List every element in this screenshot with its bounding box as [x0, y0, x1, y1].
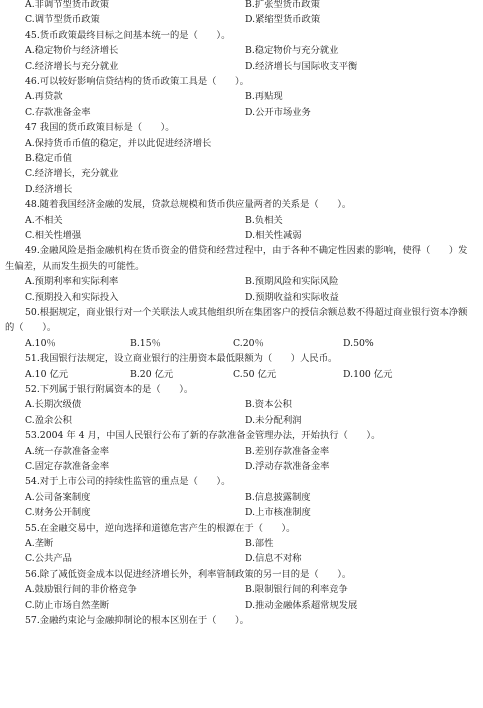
option-row	[0, 490, 483, 505]
option-right: B.稳定物价与充分就业	[245, 45, 339, 57]
question-stem: 49.金融风险是指金融机构在货币资金的借贷和经营过程中，由于各种不确定性因素的影响，使得（ ）发生偏差，从而发生损失的可能性。	[5, 245, 468, 272]
option-left: C.固定存款准备金率	[25, 461, 110, 472]
option-left: A.稳定物价与经济增长	[25, 45, 119, 57]
question-line: D.经济增长	[25, 183, 73, 195]
option-right: B.负相关	[245, 214, 283, 226]
option-row	[0, 505, 483, 520]
question-line: 55.在金融交易中，逆向选择和道德危害产生的根源在于（ ）。	[25, 522, 296, 534]
option-row	[0, 59, 483, 74]
option-left: A.预期利率和实际利率	[25, 276, 119, 288]
option-d: D.100 亿元	[343, 368, 393, 380]
question-line: 45.货币政策最终目标之间基本统一的是（ ）。	[25, 29, 231, 41]
option-row-four	[0, 367, 483, 382]
option-a: A.10％	[25, 337, 56, 349]
option-right: B.再贴现	[245, 91, 283, 103]
option-row	[0, 536, 483, 551]
option-right: D.推动金融体系超常规发展	[245, 599, 358, 611]
option-left: A.垄断	[25, 538, 54, 549]
option-row	[0, 228, 483, 243]
option-row	[0, 105, 483, 120]
option-right: D.未分配利润	[245, 414, 302, 426]
question-line: 52.下列属于银行附属资本的是（ ）。	[25, 384, 194, 395]
option-right: B.限制银行间的利率竞争	[245, 584, 348, 596]
option-row	[0, 444, 483, 459]
question-line: 47 我国的货币政策目标是（ ）。	[25, 122, 175, 134]
option-row	[0, 551, 483, 566]
option-c: C.50 亿元	[233, 368, 277, 380]
question-line: A.保持货币币值的稳定，并以此促进经济增长	[25, 137, 212, 149]
option-left: C.财务公开制度	[25, 507, 91, 519]
option-left: C.存款准备金率	[25, 106, 91, 118]
question-line: 57.金融约束论与金融抑制论的根本区别在于（ ）。	[25, 615, 249, 626]
option-left: C.预期投入和实际投入	[25, 291, 119, 303]
option-right: B.资本公积	[245, 399, 292, 411]
option-row	[0, 12, 483, 27]
option-right: B.差别存款准备金率	[245, 445, 330, 457]
option-row	[0, 397, 483, 412]
question-line: B.稳定币值	[25, 153, 72, 164]
question-line: 51.我国银行法规定，设立商业银行的注册资本最低限额为（ ）人民币。	[25, 353, 338, 365]
option-left: C.相关性增强	[25, 230, 82, 241]
option-row	[0, 89, 483, 104]
option-left: A.长期次级债	[25, 399, 82, 411]
option-a: A.10 亿元	[25, 368, 69, 380]
option-right: D.公开市场业务	[245, 106, 311, 118]
option-right: D.经济增长与国际收支平衡	[245, 60, 358, 72]
question-line: 56.除了减低资金成本以促进经济增长外，利率管制政策的另一目的是（ ）。	[25, 568, 352, 580]
option-left: A.非调节型货币政策	[25, 0, 110, 10]
option-left: C.防止市场自然垄断	[25, 599, 110, 611]
option-d: D.50%	[343, 337, 374, 349]
option-left: A.不相关	[25, 214, 63, 226]
option-b: B.15％	[130, 337, 161, 349]
option-row	[0, 598, 483, 613]
option-right: B.扩张型货币政策	[245, 0, 320, 10]
option-left: C.经济增长与充分就业	[25, 60, 119, 72]
option-right: B.信息披露制度	[245, 491, 311, 503]
option-left: A.再贷款	[25, 91, 63, 103]
question-line: 46.可以较好影响信贷结构的货币政策工具是（ ）。	[25, 76, 249, 87]
option-row	[0, 274, 483, 289]
option-row	[0, 459, 483, 474]
option-row-four	[0, 336, 483, 351]
option-c: C.20％	[233, 337, 264, 349]
option-left: C.公共产品	[25, 553, 72, 565]
option-right: D.信息不对称	[245, 553, 302, 565]
option-left: A.鼓励银行间的非价格竞争	[25, 584, 137, 596]
question-line: 54.对于上市公司的持续性监管的重点是（ ）。	[25, 476, 231, 488]
option-row	[0, 0, 483, 12]
option-row	[0, 43, 483, 58]
option-row	[0, 582, 483, 597]
question-stem: 50.根据规定，商业银行对一个关联法人或其他组织所在集团客户的授信余额总数不得超过商业银行资本净额的（ ）。	[5, 307, 468, 334]
question-line: C.经济增长，充分就业	[25, 168, 119, 180]
option-right: D.上市核准制度	[245, 507, 311, 519]
option-right: D.紧缩型货币政策	[245, 14, 321, 26]
option-left: A.公司备案制度	[25, 491, 91, 503]
option-left: C.调节型货币政策	[25, 14, 100, 26]
option-right: B.部性	[245, 538, 274, 549]
question-line: 53.2004 年 4 月，中国人民银行公布了新的存款准备金管理办法，开始执行（ ）。	[25, 430, 381, 442]
option-right: D.预期收益和实际收益	[245, 291, 339, 303]
option-left: C.盈余公积	[25, 414, 72, 426]
option-row	[0, 213, 483, 228]
option-left: A.统一存款准备金率	[25, 445, 110, 457]
option-right: D.相关性减弱	[245, 230, 302, 241]
option-b: B.20 亿元	[130, 368, 174, 380]
option-row	[0, 290, 483, 305]
option-right: B.预期风险和实际风险	[245, 276, 339, 288]
question-line: 48.随着我国经济金融的发展，贷款总规模和货币供应量两者的关系是（ ）。	[25, 199, 352, 211]
option-row	[0, 413, 483, 428]
option-right: D.浮动存款准备金率	[245, 461, 330, 472]
